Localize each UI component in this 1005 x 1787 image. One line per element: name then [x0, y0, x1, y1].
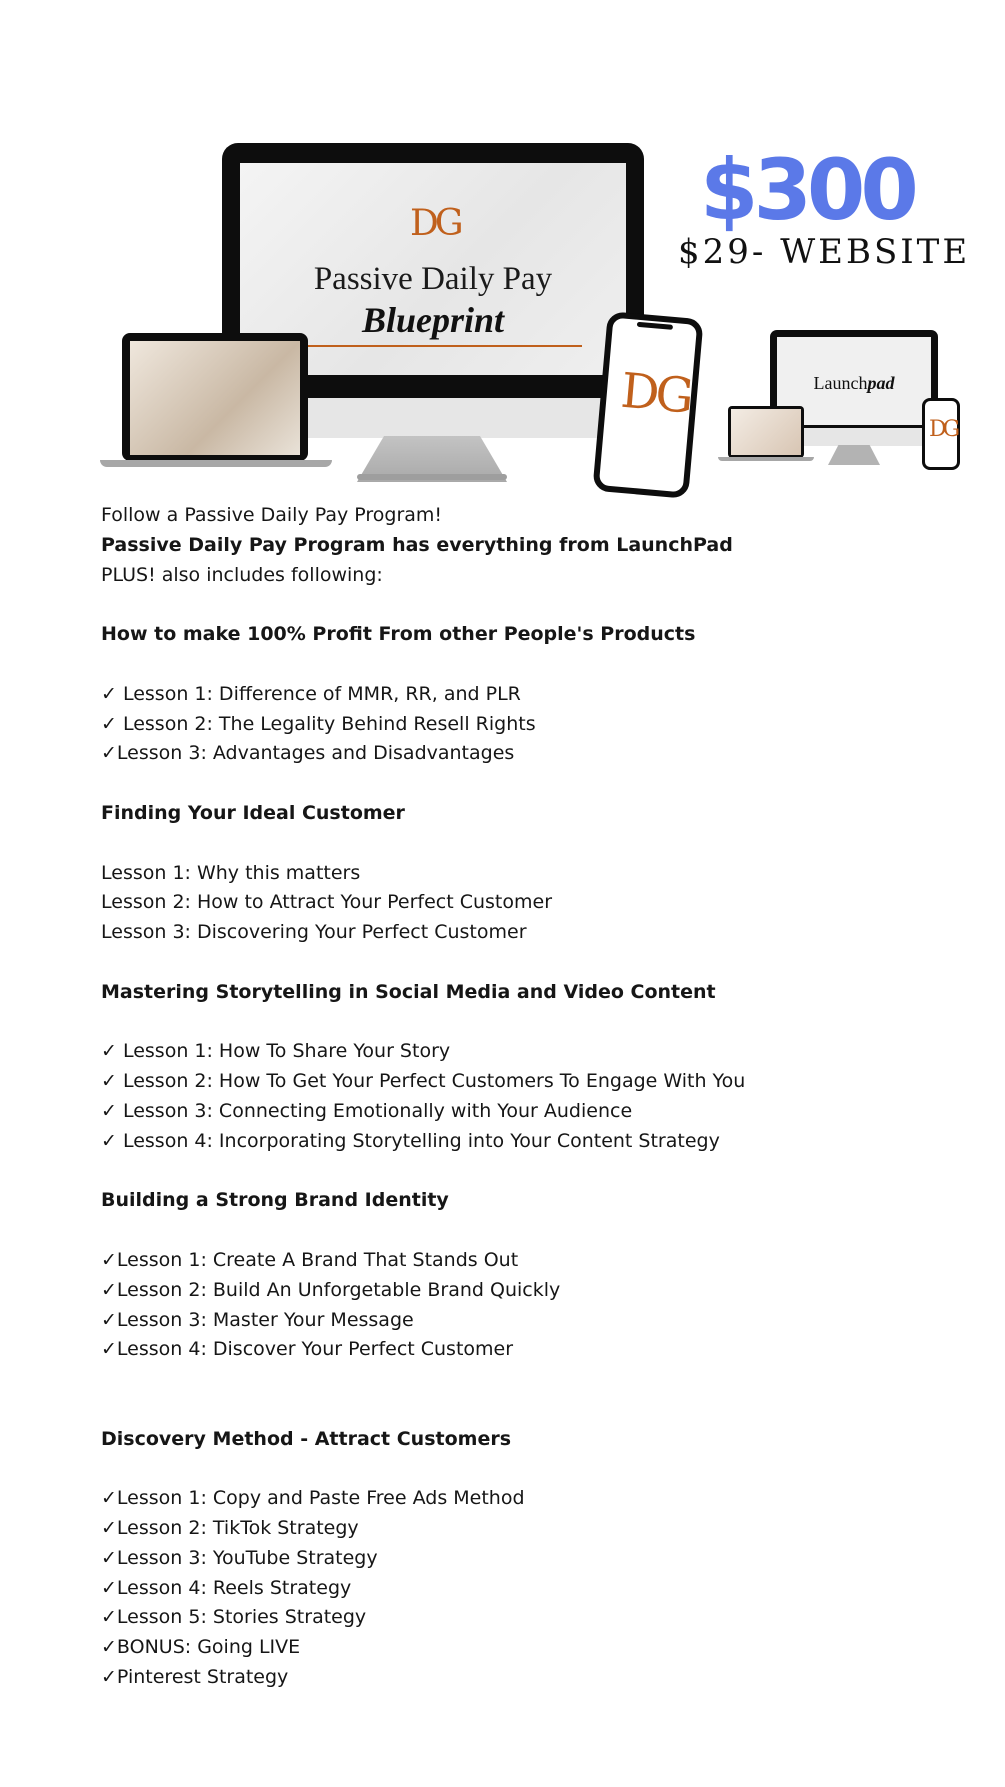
hero-banner: [0, 0, 1005, 500]
section-heading: Building a Strong Brand Identity: [101, 1189, 449, 1212]
phone-dg-logo: DG: [618, 362, 693, 425]
blank-line: [101, 590, 961, 620]
text-line: ✓Lesson 1: Create A Brand That Stands Out: [101, 1248, 519, 1271]
launchpad-phone-mockup: [922, 398, 960, 470]
text-line: ✓Lesson 2: Build An Unforgetable Brand Quickly: [101, 1278, 561, 1301]
blank-line: [101, 1395, 961, 1425]
text-line: ✓Lesson 4: Discover Your Perfect Customer: [101, 1338, 514, 1361]
blank-line: [101, 769, 961, 799]
blank-line: [101, 1008, 961, 1038]
blank-line: [101, 829, 961, 859]
blank-line: [101, 1455, 961, 1485]
blank-line: [101, 1157, 961, 1187]
text-line: ✓Lesson 3: Master Your Message: [101, 1308, 414, 1331]
text-line: ✓Lesson 3: YouTube Strategy: [101, 1546, 378, 1569]
text-line: ✓ Lesson 1: How To Share Your Story: [101, 1040, 451, 1063]
launchpad-title-b: pad: [867, 373, 895, 393]
text-line: ✓Pinterest Strategy: [101, 1666, 289, 1689]
launchpad-laptop-mockup: [728, 406, 804, 458]
section-heading: Discovery Method - Attract Customers: [101, 1427, 512, 1450]
launchpad-phone-logo: DG: [929, 417, 957, 442]
text-line: ✓ Lesson 2: How To Get Your Perfect Customers To Engage With You: [101, 1070, 746, 1093]
original-price: $300: [700, 141, 914, 239]
section-heading: How to make 100% Profit From other People's Products: [101, 623, 696, 646]
text-line: Follow a Passive Daily Pay Program!: [101, 504, 443, 526]
text-line: ✓Lesson 5: Stories Strategy: [101, 1606, 367, 1629]
laptop-mockup: [122, 333, 308, 461]
text-line: ✓Lesson 3: Advantages and Disadvantages: [101, 742, 515, 765]
text-line: Lesson 3: Discovering Your Perfect Customer: [101, 921, 527, 944]
launchpad-laptop-base: [718, 457, 814, 461]
text-line: ✓ Lesson 3: Connecting Emotionally with Your Audience: [101, 1099, 633, 1122]
sale-price: $29- WEBSITE: [678, 232, 971, 272]
blank-line: [101, 650, 961, 680]
launchpad-title-a: Launch: [813, 373, 868, 393]
desktop-base: [357, 474, 507, 480]
section-heading: Mastering Storytelling in Social Media and Video Content: [101, 980, 716, 1003]
text-line: ✓Lesson 4: Reels Strategy: [101, 1576, 352, 1599]
launchpad-title: [777, 373, 931, 394]
laptop-photo: [130, 341, 300, 455]
text-line: ✓Lesson 1: Copy and Paste Free Ads Method: [101, 1487, 525, 1510]
text-line: ✓ Lesson 4: Incorporating Storytelling into Your Content Strategy: [101, 1129, 720, 1152]
text-line: ✓Lesson 2: TikTok Strategy: [101, 1517, 359, 1540]
text-line: ✓ Lesson 2: The Legality Behind Resell Rights: [101, 712, 536, 735]
blank-line: [101, 948, 961, 978]
launchpad-laptop-photo: [731, 409, 801, 455]
dg-logo: DG: [410, 203, 460, 244]
launchpad-desktop-stand: [828, 445, 880, 465]
section-heading: Passive Daily Pay Program has everything from LaunchPad: [101, 533, 733, 556]
text-line: Lesson 1: Why this matters: [101, 861, 361, 884]
screen-divider: [292, 345, 582, 347]
text-line: ✓BONUS: Going LIVE: [101, 1636, 301, 1659]
screen-title: Passive Daily Pay: [313, 261, 553, 297]
laptop-base: [100, 460, 332, 467]
text-line: PLUS! also includes following:: [101, 563, 383, 586]
text-line: Lesson 2: How to Attract Your Perfect Customer: [101, 891, 553, 914]
program-description: [101, 501, 961, 1693]
blank-line: [101, 1216, 961, 1246]
text-line: ✓ Lesson 1: Difference of MMR, RR, and PLR: [101, 682, 521, 705]
phone-mockup: [592, 311, 703, 499]
blank-line: [101, 1365, 961, 1395]
screen-script-title: Blueprint: [361, 300, 505, 340]
section-heading: Finding Your Ideal Customer: [101, 801, 405, 824]
phone-notch: [637, 322, 673, 330]
